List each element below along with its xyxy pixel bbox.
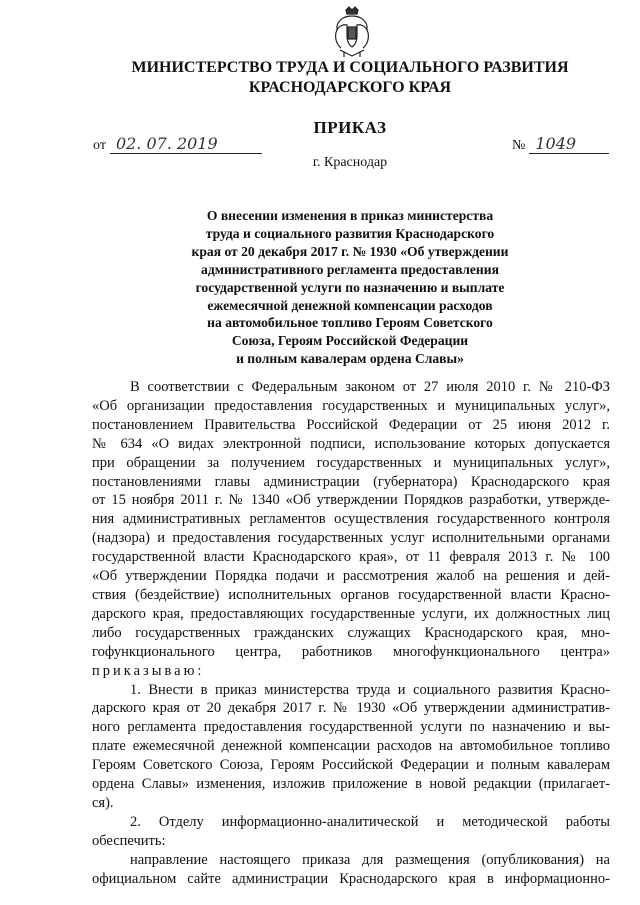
date-prefix: от	[93, 138, 106, 153]
city: г. Краснодар	[312, 155, 388, 170]
document-title	[140, 207, 560, 368]
ministry-line-2: КРАСНОДАРСКОГО КРАЯ	[248, 79, 452, 96]
body-line: гофункционального центра, работников многофункционального центра»	[92, 643, 610, 660]
title-line: государственной услуги по назначению и выплате	[195, 279, 505, 295]
body-line: № 634 «О видах электронной подписи, использование которых допускается	[92, 435, 610, 452]
title-line: административного регламента предоставления	[201, 261, 499, 277]
body-line: ордена Славы» изменения, изложив приложение в новой редакции (прилагает-	[92, 776, 610, 793]
body-line: «Об организации предоставления государственных и муниципальных услуг»,	[92, 397, 610, 414]
body-line: официальном сайте администрации Краснодарского края в информационно-	[92, 870, 610, 887]
body-line: дарского края от 20 декабря 2017 г. № 1930 «Об утверждении административ-	[92, 700, 610, 717]
body-line: постановлением Правительства Российской Федерации от 25 июня 2012 г.	[92, 416, 610, 433]
body-line: направление настоящего приказа для размещения (опубликования) на	[130, 851, 610, 868]
body-line: Героям Советского Союза, Героям Российской Федерации и полным кавалерам	[92, 757, 610, 774]
body-line: 1. Внести в приказ министерства труда и социального развития Красно-	[130, 681, 610, 698]
ministry-name	[120, 58, 580, 98]
body-line: В соответствии с Федеральным законом от 27 июля 2010 г. № 210-ФЗ	[130, 379, 610, 395]
title-line: на автомобильное топливо Героям Советского	[207, 315, 493, 331]
title-line: О внесении изменения в приказ министерства	[206, 208, 494, 223]
body-line: ния административных регламентов осуществления государственного контроля	[92, 511, 610, 528]
body-line: 2. Отделу информационно-аналитической и методической работы	[130, 813, 610, 830]
title-line: и полным кавалерам ордена Славы»	[236, 351, 464, 367]
body-line: от 15 ноября 2011 г. № 1340 «Об утверждении Порядков разработки, утвержде-	[92, 492, 610, 509]
body-line: государственной власти Краснодарского края», от 11 февраля 2013 г. № 100	[92, 549, 610, 566]
body-line: приказываю:	[92, 662, 205, 679]
title-line: Союза, Героям Российской Федерации	[231, 333, 469, 349]
number-value: 1049	[529, 134, 609, 154]
document-body	[92, 378, 610, 888]
ministry-line-1: МИНИСТЕРСТВО ТРУДА И СОЦИАЛЬНОГО РАЗВИТИЯ	[131, 59, 569, 76]
date-value: 02. 07. 2019	[110, 134, 262, 154]
body-line: «Об утверждении Порядка подачи и рассмотрения жалоб на решения и дей-	[92, 568, 610, 585]
body-line: ного регламента предоставления государственной услуги по назначению и вы-	[92, 719, 610, 736]
body-line: при обращении за получением государственных и муниципальных услуг»,	[92, 454, 610, 471]
number-field	[512, 134, 609, 154]
order-title: ПРИКАЗ	[313, 118, 387, 137]
body-line: ся).	[92, 794, 114, 811]
number-prefix: №	[512, 138, 526, 153]
coat-of-arms-icon	[332, 6, 372, 58]
body-line: (надзора) и предоставления государственных услуг исполнительными органами	[92, 530, 610, 547]
date-field	[93, 134, 262, 154]
body-line: либо государственных гражданских служащих Краснодарского края, мно-	[92, 624, 610, 641]
title-line: края от 20 декабря 2017 г. № 1930 «Об утверждении	[191, 243, 509, 259]
title-line: ежемесячной денежной компенсации расходов	[207, 297, 493, 313]
title-line: труда и социального развития Краснодарского	[205, 225, 495, 241]
body-line: ствия (бездействие) исполнительных органов государственной власти Красно-	[92, 586, 610, 603]
body-line: постановлениями главы администрации (губернатора) Краснодарского края	[92, 473, 610, 490]
body-line: обеспечить:	[92, 832, 166, 849]
body-line: дарского края, предоставляющих государственные услуги, их должностных лиц	[92, 605, 610, 622]
body-line: плате ежемесячной денежной компенсации расходов на автомобильное топливо	[92, 738, 610, 755]
